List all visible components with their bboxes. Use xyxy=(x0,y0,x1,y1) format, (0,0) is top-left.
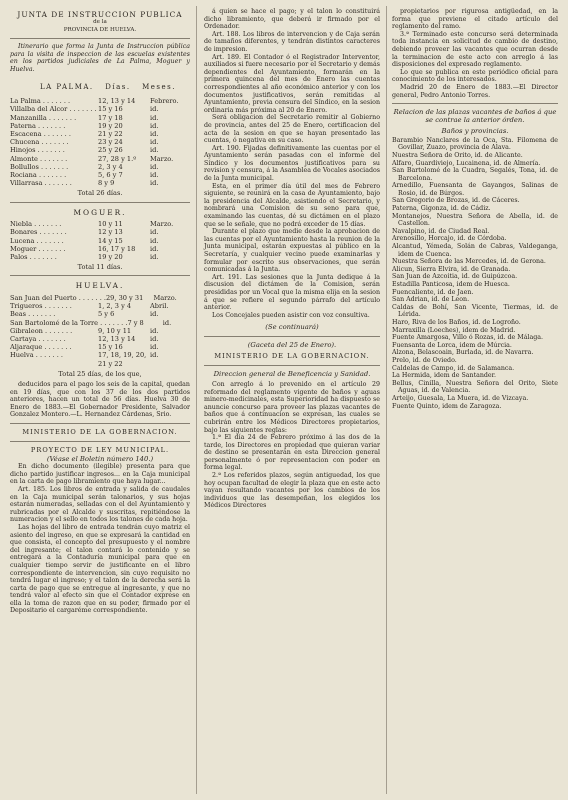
junta-header-de: de la xyxy=(93,19,107,25)
visit-days: 12, 13 y 14 xyxy=(98,97,136,106)
visit-days: 1, 2, 3 y 4 xyxy=(98,302,132,311)
visit-month: Marzo. xyxy=(150,220,174,229)
bath-entry: Haro, Riva de los Baños, id. de Logroño. xyxy=(392,318,521,326)
paragraph: 2.ª Los referidos plazos, según antiguedad, los que hoy ocupan facultad de elegir la plaza que en este acto vayan resultando vacantes por los cambios de los individuos que las desempeñan, los elegidos los Médicos Directores xyxy=(204,472,380,510)
itinerary-closing: deducidos para el pago los seis de la capital, quedan en 19 días, que con los 37 de los dos partidos anteriores, hacen un total de 56 días. Huelva 30 de Enero de 1883.—El Gobernador Presidente, Salvador Gonzalez Montero.—L. Hernandez Cárdenas, Srio. xyxy=(10,381,190,419)
visit-days: 25 y 26 xyxy=(98,146,123,155)
itinerary-row xyxy=(10,179,190,187)
itinerary-row xyxy=(10,319,190,327)
town-name: Bonares . . . . . . . xyxy=(10,228,67,237)
itinerary-row xyxy=(10,327,190,335)
bath-entry: Arteijo, Guesala, La Muera, id. de Vizcaya. xyxy=(392,394,529,402)
visit-days: 17 y 18 xyxy=(98,113,123,122)
bath-entry: Marraxilla (Loeches), idem de Madrid. xyxy=(392,326,516,334)
column-2 xyxy=(204,8,380,510)
paragraph: Será obligacion del Secretario remitir al Gobierno de provincia, antes del 25 de Enero, certificacion del acta de la sesion en que se hayan presentado las cuentas, ó negativa en su caso. xyxy=(204,114,380,145)
lapalma-total: Total 26 días. xyxy=(77,189,123,198)
bath-entry: Nuestra Señora de Orito, id. de Alicante. xyxy=(392,151,523,159)
visit-month: Febrero. xyxy=(150,97,179,106)
visit-days: 8 y 9 xyxy=(98,179,115,188)
bath-entry: Estadilla Panticosa, idem de Huesca. xyxy=(392,281,510,289)
paragraph: 1.ª El día 24 de Febrero próximo á las dos de la tarde, los Directores en propiedad que quieran variar de destino se presentarán en esta Direccion general personalmente ó por representacion con poder en forma legal. xyxy=(204,434,380,472)
itinerary-row xyxy=(10,220,190,228)
huelva-table xyxy=(10,294,190,368)
visit-month: id. xyxy=(150,170,159,179)
banos-heading: Baños y provincias. xyxy=(441,126,509,135)
itinerary-row xyxy=(10,335,190,343)
divider xyxy=(204,336,380,337)
itinerary-row xyxy=(10,114,190,122)
column-1 xyxy=(10,10,190,615)
bath-entry: San Juan de Azcoitia, id. de Guipúzcoa. xyxy=(392,273,518,281)
months-header: Meses. xyxy=(142,82,176,91)
bath-entry: Alcantud, Yémeda, Solán de Cabras, Valdeganga, idem de Cuenca. xyxy=(392,243,558,258)
visit-days: 5 y 6 xyxy=(98,310,115,319)
relacion-heading: Relacion de las plazas vacantes de baños á que se contrae la anterior órden. xyxy=(393,108,557,125)
visit-month: id. xyxy=(150,236,159,245)
paragraph: propietarios por rigurosa antigüedad, en la forma que previene el citado artículo del reglamento del ramo. xyxy=(392,8,558,31)
itinerary-row xyxy=(10,245,190,253)
bath-entry: San Gregorio de Brozas, id. de Cáceres. xyxy=(392,197,520,205)
visit-month: id. xyxy=(150,105,159,114)
town-name: Aljaraque . . . . . . . xyxy=(10,343,72,352)
itinerary-row xyxy=(10,130,190,138)
bath-entry: Alicun, Sierra Elvira, id. de Granada. xyxy=(392,265,511,273)
visit-days: 15 y 16 xyxy=(98,105,123,114)
visit-days: 16, 17 y 18 xyxy=(98,244,136,253)
town-name: Villarrasa . . . . . . . xyxy=(10,179,72,188)
divider xyxy=(204,365,380,366)
divider xyxy=(392,103,558,104)
bath-entry: Caldas de Bohí, San Vicente, Tiermas, id. de Lérida. xyxy=(392,303,558,319)
paragraph: Los Concejales pueden asistir con voz consultiva. xyxy=(212,311,370,319)
bath-entry: Fuente Amargosa, Villo ó Rozas, id. de Málaga. xyxy=(392,334,544,342)
concurso-continued xyxy=(392,8,558,99)
town-name: Chucena . . . . . . . xyxy=(10,138,69,147)
paragraph: á quien se hace el pago; y el talon lo constituirá dicho libramiento, que deberá ir firmado por el Ordenador. xyxy=(204,8,380,31)
paragraph: Art. 188. Los libros de intervencion y de Caja serán de tamaños diferentes, y tendrán distintos caracteres de impresion. xyxy=(204,30,380,53)
visit-days: 19 y 20 xyxy=(98,253,123,261)
visit-days: 2, 3 y 4 xyxy=(98,162,123,171)
bath-entry: Arenosillo, Horcajo, id. de Córdoba. xyxy=(392,235,507,243)
moguer-total: Total 11 días. xyxy=(77,263,123,272)
ley-municipal-block xyxy=(10,428,190,615)
bath-entry: Montanejos, Nuestra Señora de Abella, id. de Castellon. xyxy=(392,212,558,228)
town-name: Palos . . . . . . . xyxy=(10,253,57,261)
itinerary-row xyxy=(10,155,190,163)
lapalma-table xyxy=(10,97,190,187)
itinerary-row xyxy=(10,138,190,146)
visit-month: id. xyxy=(150,228,159,237)
lapalma-title: LA PALMA. xyxy=(40,82,94,91)
divider xyxy=(10,441,190,442)
visit-days: 21 y 22 xyxy=(98,129,123,138)
visit-month: Marzo. xyxy=(150,154,174,163)
paragraph: Art. 189. El Contador ó el Registrador Interventor, auxiliados si fuere necesario por el Secretario y demás dependientes del Ayuntamiento, formarán en la primera quincena del mes de Enero las cuentas correspondientes al año económico anterior y con los documentos justificativos, serán remitidas al Ayuntamiento, previa censura del Síndico, en la sesion ordinaria más próxima al 20 de Enero. xyxy=(204,53,380,114)
bath-entry: Fuencaliente, id. de Jaen. xyxy=(392,288,474,296)
itinerary-row xyxy=(10,302,190,310)
town-name: Rociana . . . . . . . xyxy=(10,170,67,179)
visit-month: Abril. xyxy=(150,302,169,311)
visit-month: id. xyxy=(150,179,159,188)
column-3 xyxy=(392,8,558,410)
itinerary-row xyxy=(10,237,190,245)
paragraph: Con arreglo á lo prevenido en el artículo 29 reformado del reglamento vigente de baños y aguas minero-medicinales, esta Superioridad ha dispuesto se anuncie concurso para proveer las plazas vacantes de baños que á continuacion se expresan, las cuales se cubrirán entre los Médicos Directores propietarios, bajo las siguientes reglas: xyxy=(204,380,380,434)
visit-days: 17, 18, 19, 20, 21 y 22 xyxy=(98,351,147,368)
paragraph: Las hojas del libro de entrada tendrán cuyo matriz el asiento del ingreso, en que se expresará la cantidad en que consista, el concepto del presupuesto y el nombre del ingresante; el talon contará lo contenido y se entregará a la Contaduría municipal para que en cualquier tiempo servir de justificante en el libro correspondiente de intervencion, sin cuyo requisito no tendrá lugar el ingreso; y el talon de la derecha será la carta de pago que se entregue al ingresante, y que no tendrá valor al efecto sin que el Contador exprese en ella la toma de razon que en su poder, firmado por el Depositario el cargaréme correspondiente. xyxy=(10,523,190,615)
visit-month: id. xyxy=(150,146,159,155)
itinerary-row xyxy=(10,351,190,367)
direccion-heading: Direccion general de Beneficencia y Sanidad. xyxy=(213,369,371,378)
visit-days: 19 y 20 xyxy=(98,121,123,130)
visit-days: 27, 28 y 1.º xyxy=(98,154,137,163)
itinerary-row xyxy=(10,310,190,318)
itinerary-row xyxy=(10,253,190,261)
itinerary-row xyxy=(10,343,190,351)
visit-days: 12 y 13 xyxy=(98,228,123,237)
bath-entry: Paterna, Gigonza, id. de Cádiz. xyxy=(392,205,491,213)
town-name: Gibraleon . . . . . . . xyxy=(10,326,73,335)
divider xyxy=(10,423,190,424)
town-name: Huelva . . . . . . . xyxy=(10,351,64,360)
gaceta-note: (Gaceta del 25 de Enero). xyxy=(247,340,337,349)
days-header: Días. xyxy=(105,82,131,91)
bath-entry: Nuestra Señora de las Mercedes, id. de Gerona. xyxy=(392,258,546,266)
divider xyxy=(10,38,190,39)
town-name: Lucena . . . . . . . xyxy=(10,236,64,245)
visit-days: 14 y 15 xyxy=(98,236,123,245)
junta-header: JUNTA DE INSTRUCCION PUBLICA xyxy=(17,10,183,19)
visit-month: id. xyxy=(150,351,159,360)
town-name: San Juan del Puerto . . . . . . . xyxy=(10,294,106,302)
bath-entry: Alfaro, Guardiviejo, Lucainena, id. de Almería. xyxy=(392,159,541,167)
town-name: Escacena . . . . . . . xyxy=(10,129,71,138)
visit-month: id. xyxy=(150,343,159,352)
visit-month: id. xyxy=(150,113,159,122)
bath-entry: San Bartolomé de la Cuadra, Segalés, Tona, id. de Barcelona. xyxy=(392,167,558,182)
bath-entry: Prelo, id. de Oviedo. xyxy=(392,356,457,364)
ley-continued xyxy=(204,8,380,319)
divider xyxy=(10,202,190,203)
town-name: San Bartolomé de la Torre . . . . . . . xyxy=(10,318,128,327)
bath-entry: Navalpino, id. de Ciudad Real. xyxy=(392,227,490,235)
moguer-table xyxy=(10,220,190,261)
visit-month: id. xyxy=(162,318,172,327)
town-name: Niebla . . . . . . . xyxy=(10,220,62,229)
visit-month: id. xyxy=(150,121,159,130)
itinerary-row xyxy=(10,146,190,154)
visit-month: id. xyxy=(150,244,159,253)
ministry-heading: MINISTERIO DE LA GOBERNACION. xyxy=(22,428,178,436)
visit-month: id. xyxy=(150,310,159,319)
town-name: La Palma . . . . . . . xyxy=(10,97,71,106)
visit-days: 23 y 24 xyxy=(98,138,123,147)
proyecto-heading: PROYECTO DE LEY MUNICIPAL. xyxy=(30,446,170,454)
itinerary-row xyxy=(10,294,190,302)
column-divider-1 xyxy=(196,6,197,794)
town-name: Cartaya . . . . . . . xyxy=(10,335,66,344)
junta-header-province: PROVINCIA DE HUELVA. xyxy=(63,26,137,33)
town-name: Beas . . . . . . . xyxy=(10,310,56,319)
divider xyxy=(10,275,190,276)
itinerary-row xyxy=(10,171,190,179)
bath-entry: Bellus, Cinilla, Nuestra Señora del Orito, Siete Aguas, id. de Valencia. xyxy=(392,379,558,395)
paragraph: Esta, en el primer día útil del mes de Febrero siguiente, se reunirá en la casa de Ayuntamiento, bajo la presidencia del Alcalde, asistiendo el Secretario, y nombrará una Comision de su seno para que, examinando las cuentas, dé su dictámen en el plazo que se le señale, que no podrá exceder de 15 días. xyxy=(204,182,380,228)
visit-month: id. xyxy=(150,253,159,261)
itinerary-row xyxy=(10,97,190,105)
bath-entry: Caldelas de Campo, id. de Salamanca. xyxy=(392,364,515,372)
huelva-title: HUELVA. xyxy=(75,281,125,291)
visit-days: 10 y 11 xyxy=(98,220,123,229)
column-divider-2 xyxy=(386,6,387,794)
visit-month: id. xyxy=(150,129,159,138)
paragraph: Durante el plazo que medie desde la aprobacion de las cuentas por el Ayuntamiento hasta la reunion de la Junta municipal, estarán expuestas al público en la Secretaría, y cualquier vecino puede examinarlas y formular por escrito sus observaciones, que serán comunicadas á la Junta. xyxy=(204,228,380,274)
vease-note: (Véase el Boletin número 140.) xyxy=(46,455,154,463)
town-name: Paterna . . . . . . . xyxy=(10,121,66,130)
bath-entry: Barambio Nanclares de la Oca, Sta. Filomena de Govillar, Zuazo, provincia de Alava. xyxy=(392,136,558,152)
visit-days: 12, 13 y 14 xyxy=(98,335,136,344)
itinerary-row xyxy=(10,122,190,130)
visit-days: 5, 6 y 7 xyxy=(98,170,123,179)
ley-articles xyxy=(10,463,190,615)
baths-list xyxy=(392,137,558,410)
visit-month: id. xyxy=(150,162,159,171)
moguer-title: MOGUER. xyxy=(73,207,127,217)
itinerary-row xyxy=(10,163,190,171)
paragraph: Art. 191. Las sesiones que la Junta dedique á la discusion del dictámen de la Comision, serán presididas por un Vocal que la misma elija en la sesion á que se refiere el segundo párrafo del artículo anterior. xyxy=(204,273,380,312)
paragraph: Art. 190. Fijadas definitivamente las cuentas por el Ayuntamiento serán pasadas con el informe del Síndico y los documentos justificativos para su revision y censura, á la Asamblea de Vocales asociados de la Junta municipal. xyxy=(204,144,380,183)
visit-month: id. xyxy=(150,138,159,147)
lower-split xyxy=(10,428,190,615)
itinerary-intro: Itinerario que forma la Junta de Instruccion pública para la visita de inspeccion de las escuelas existentes en los partidos judiciales de La Palma, Moguer y Huelva. xyxy=(10,43,190,73)
ministry-heading-2: MINISTERIO DE LA GOBERNACION. xyxy=(214,351,370,360)
visit-days: 15 y 16 xyxy=(98,343,123,352)
bath-entry: Arnedillo, Fuensanta de Gayangos, Salinas de Rosio, id. de Búrgos. xyxy=(392,182,558,197)
visit-days: 29, 30 y 31 xyxy=(105,294,144,302)
paragraph: Art. 185. Los libros de entrada y salida de caudales en la Caja municipal serán talonarios, y sus hojas estarán numeradas, selladas con el del Ayuntamiento y rubricadas por el Alcalde y suscritas, repitiéndose la numeracion y el sello en todos los talones de cada hoja. xyxy=(10,485,190,524)
bath-entry: San Adrian, id. de Leon. xyxy=(392,296,470,304)
visit-days: 9, 10 y 11 xyxy=(98,326,132,335)
town-name: Bollullos . . . . . . . xyxy=(10,162,69,171)
town-name: Hinojos . . . . . . . xyxy=(10,146,65,155)
bath-entry: Alzona, Belascoain, Burlada, id. de Navarra. xyxy=(392,349,534,357)
bath-entry: Fuensanta de Lorca, idem de Múrcia. xyxy=(392,341,512,349)
lapalma-header xyxy=(10,84,190,92)
continuara-note: (Se continuará) xyxy=(265,323,319,332)
paragraph: 3.ª Terminado este concurso será determinada toda instancia en solicitud de cambio de destino, debiendo proveer las vacantes que ocurran desde la terminacion de este acto con arreglo á las disposiciones del expresado reglamento. xyxy=(392,30,558,69)
paragraph: Lo que se publica en este periódico oficial para conocimiento de los interesados. xyxy=(392,68,558,84)
visit-month: Marzo. xyxy=(153,294,177,302)
town-name: Trigueros . . . . . . . xyxy=(10,302,72,311)
town-name: Villalba del Alcor . . . . . . . xyxy=(10,105,97,114)
itinerary-row xyxy=(10,228,190,236)
huelva-total: Total 25 días, de los que, xyxy=(58,369,142,378)
bath-entry: Fuente Quinto, idem de Zaragoza. xyxy=(392,402,502,410)
town-name: Manzanilla . . . . . . . xyxy=(10,113,77,122)
paragraph: En dicho documento (ilegible) presenta para que dicho partido justificar ingresos... en la Caja municipal en la carta de pago libramiento que haya lugar... xyxy=(10,463,190,486)
bath-entry: La Hermida, idem de Santander. xyxy=(392,372,496,380)
paragraph: Madrid 20 de Enero de 1883.—El Director general, Pedro Antonio Torres. xyxy=(392,83,558,99)
visit-month: id. xyxy=(150,326,159,335)
visit-month: id. xyxy=(150,335,159,344)
town-name: Almonte . . . . . . . xyxy=(10,154,68,163)
itinerary-row xyxy=(10,105,190,113)
concurso-text xyxy=(204,381,380,510)
town-name: Moguer . . . . . . . xyxy=(10,244,66,253)
visit-days: 7 y 8 xyxy=(127,318,144,327)
